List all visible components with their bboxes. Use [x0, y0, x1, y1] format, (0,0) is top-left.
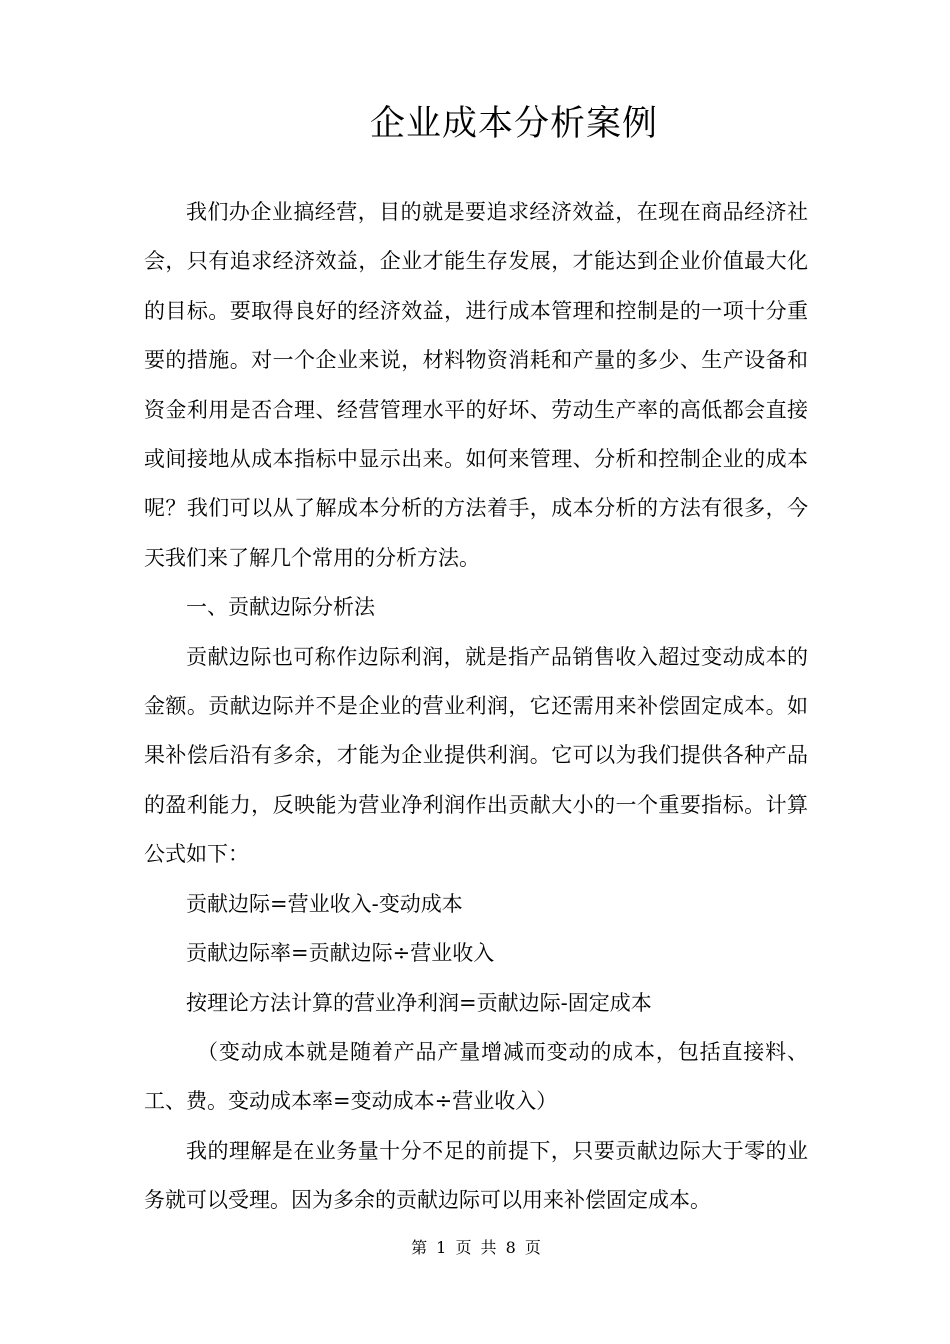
paragraph-understanding: 我的理解是在业务量十分不足的前提下，只要贡献边际大于零的业务就可以受理。因为多余的贡献边际可以用来补偿固定成本。 — [144, 1138, 808, 1213]
formula-net-profit: 按理论方法计算的营业净利润=贡献边际-固定成本 — [186, 990, 652, 1015]
formula-contribution-margin-rate: 贡献边际率=贡献边际÷营业收入 — [186, 941, 495, 966]
page-footer: 第 1 页 共 8 页 — [411, 1238, 541, 1257]
formula-contribution-margin: 贡献边际=营业收入-变动成本 — [186, 891, 463, 916]
paragraph-variable-cost-note: （变动成本就是随着产品产量增减而变动的成本，包括直接料、工、费。变动成本率=变动成本÷营业收入） — [144, 1039, 808, 1114]
paragraph-intro: 我们办企业搞经营，目的就是要追求经济效益，在现在商品经济社会，只有追求经济效益，企业才能生存发展，才能达到企业价值最大化的目标。要取得良好的经济效益，进行成本管理和控制是的一项十分重要的措施。对一个企业来说，材料物资消耗和产量的多少、生产设备和资金利用是否合理、经营管理水平的好坏、劳动生产率的高低都会直接或间接地从成本指标中显示出来。如何来管理、分析和控制企业的成本呢？我们可以从了解成本分析的方法着手，成本分析的方法有很多，今天我们来了解几个常用的分析方法。 — [144, 200, 808, 570]
section-heading: 一、贡献边际分析法 — [186, 595, 375, 620]
document-title: 企业成本分析案例 — [369, 104, 658, 144]
document-body — [144, 188, 808, 1226]
paragraph-definition: 贡献边际也可称作边际利润，就是指产品销售收入超过变动成本的金额。贡献边际并不是企业的营业利润，它还需用来补偿固定成本。如果补偿后沿有多余，才能为企业提供利润。它可以为我们提供各种产品的盈利能力，反映能为营业净利润作出贡献大小的一个重要指标。计算公式如下： — [144, 644, 808, 867]
